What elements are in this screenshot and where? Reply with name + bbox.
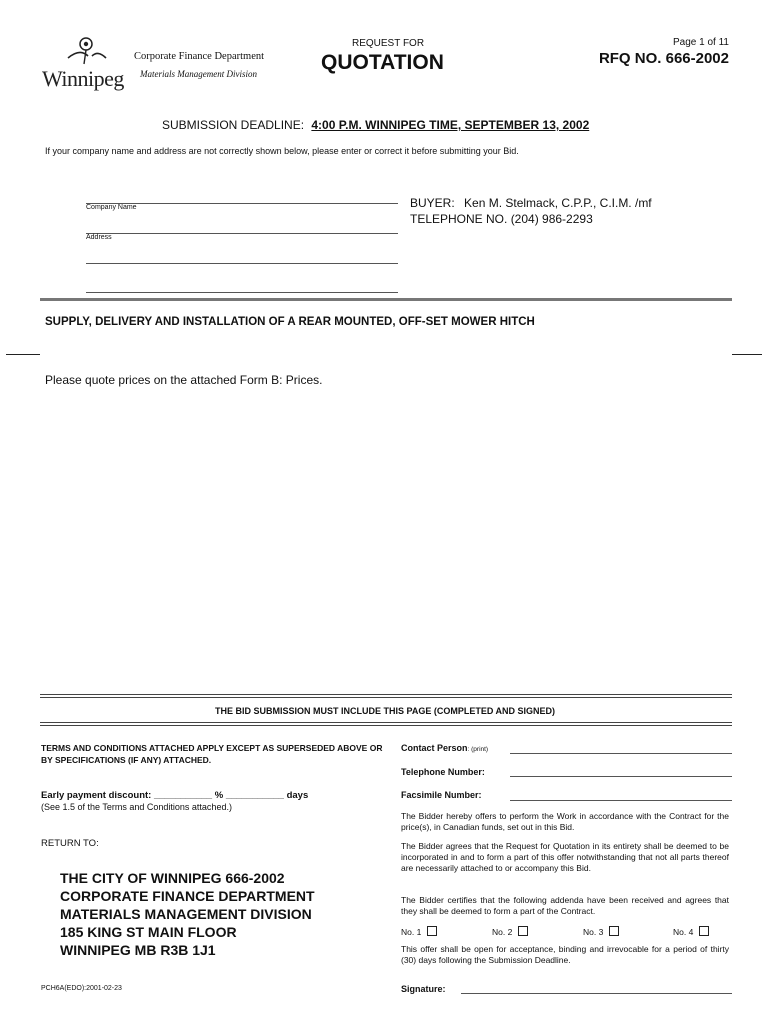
terms-text: TERMS AND CONDITIONS ATTACHED APPLY EXCEPT AS SUPERSEDED ABOVE OR BY SPECIFICATIONS (IF ANY) ATTACHED. xyxy=(41,743,383,765)
addendum-2 xyxy=(492,926,528,937)
instruction-text: If your company name and address are not correctly shown below, please enter or correct it before submitting your Bid. xyxy=(45,146,519,156)
buyer-label: BUYER: xyxy=(410,196,455,210)
addendum-4 xyxy=(673,926,709,937)
addendum-3-label: No. 3 xyxy=(583,927,604,937)
company-name-label: Company Name xyxy=(86,204,137,211)
logo-wordmark: Winnipeg xyxy=(42,66,124,91)
acceptance-paragraph: This offer shall be open for acceptance, binding and irrevocable for a period of thirty (30) days following the Submission Deadline. xyxy=(401,944,729,965)
return-address-line: 185 KING ST MAIN FLOOR xyxy=(60,924,237,940)
buyer-line xyxy=(410,196,652,210)
rfq-number: RFQ NO. 666-2002 xyxy=(598,50,729,67)
addendum-4-checkbox[interactable] xyxy=(699,926,709,936)
deadline-label: SUBMISSION DEADLINE: xyxy=(162,118,305,132)
addenda-paragraph: The Bidder certifies that the following addenda have been received and agrees that they shall be deemed to form a part of the Contract. xyxy=(401,895,729,916)
contact-print-note: : (print) xyxy=(467,746,489,753)
submission-deadline xyxy=(162,118,589,132)
buyer-telephone: TELEPHONE NO. (204) 986-2293 xyxy=(410,212,593,226)
quotation-title: QUOTATION xyxy=(321,51,444,74)
addendum-2-label: No. 2 xyxy=(492,927,513,937)
addendum-1-label: No. 1 xyxy=(401,927,422,937)
section-divider xyxy=(40,298,732,301)
address-field-2[interactable] xyxy=(86,263,398,264)
terms-reference: (See 1.5 of the Terms and Conditions attached.) xyxy=(41,802,232,812)
address-field-1[interactable] xyxy=(86,233,398,234)
addendum-2-checkbox[interactable] xyxy=(518,926,528,936)
page-number: Page 1 of 11 xyxy=(673,37,729,48)
addendum-4-label: No. 4 xyxy=(673,927,694,937)
contact-person-row xyxy=(401,743,488,753)
facsimile-field[interactable] xyxy=(510,800,732,801)
telephone-label-text: Telephone Number xyxy=(401,767,482,777)
deadline-value: 4:00 P.M. WINNIPEG TIME, SEPTEMBER 13, 2002 xyxy=(311,118,590,132)
address-label: Address xyxy=(86,234,112,241)
addendum-1 xyxy=(401,926,437,937)
incorporation-paragraph: The Bidder agrees that the Request for Quotation in its entirety shall be deemed to be incorporated in and to form a part of this offer notwithstanding that not all parts thereof are necessarily attached to or accompany this Bid. xyxy=(401,841,729,873)
signature-label: Signature: xyxy=(401,984,446,994)
facsimile-label-text: Facsimile Number xyxy=(401,790,479,800)
city-logo xyxy=(40,34,130,94)
rfq-title: SUPPLY, DELIVERY AND INSTALLATION OF A REAR MOUNTED, OFF-SET MOWER HITCH xyxy=(45,316,535,328)
division-name: Materials Management Division xyxy=(140,69,257,79)
return-address xyxy=(60,869,315,959)
return-address-line: MATERIALS MANAGEMENT DIVISION xyxy=(60,906,312,922)
contact-person-label: Contact Person xyxy=(401,743,468,753)
return-address-line: WINNIPEG MB R3B 1J1 xyxy=(60,942,216,958)
left-margin-mark xyxy=(6,354,40,355)
bid-banner: THE BID SUBMISSION MUST INCLUDE THIS PAGE (COMPLETED AND SIGNED) xyxy=(214,706,555,716)
request-for-label: REQUEST FOR xyxy=(352,38,425,49)
form-code: PCH6A(EDO):2001-02-23 xyxy=(41,985,122,992)
right-margin-mark xyxy=(732,354,762,355)
banner-top-rule xyxy=(40,694,732,698)
addendum-3-checkbox[interactable] xyxy=(609,926,619,936)
quote-note: Please quote prices on the attached Form B: Prices. xyxy=(45,373,323,387)
return-address-line: CORPORATE FINANCE DEPARTMENT xyxy=(60,888,315,904)
return-address-line: THE CITY OF WINNIPEG 666-2002 xyxy=(60,870,285,886)
department-name: Corporate Finance Department xyxy=(134,51,265,62)
return-to-label: RETURN TO: xyxy=(41,838,99,849)
offer-paragraph: The Bidder hereby offers to perform the Work in accordance with the Contract for the price(s), in Canadian funds, set out in this Bid. xyxy=(401,811,729,832)
contact-person-field[interactable] xyxy=(510,753,732,754)
banner-bottom-rule xyxy=(40,722,732,726)
facsimile-label: Facsimile Number: xyxy=(401,790,482,800)
signature-field[interactable] xyxy=(461,993,732,994)
buyer-name: Ken M. Stelmack, C.P.P., C.I.M. /mf xyxy=(464,196,652,210)
addendum-3 xyxy=(583,926,619,937)
early-payment-discount[interactable]: Early payment discount: ___________ % ___________ days xyxy=(41,790,309,801)
addendum-1-checkbox[interactable] xyxy=(427,926,437,936)
address-field-3[interactable] xyxy=(86,292,398,293)
telephone-label: Telephone Number: xyxy=(401,767,485,777)
telephone-field[interactable] xyxy=(510,776,732,777)
